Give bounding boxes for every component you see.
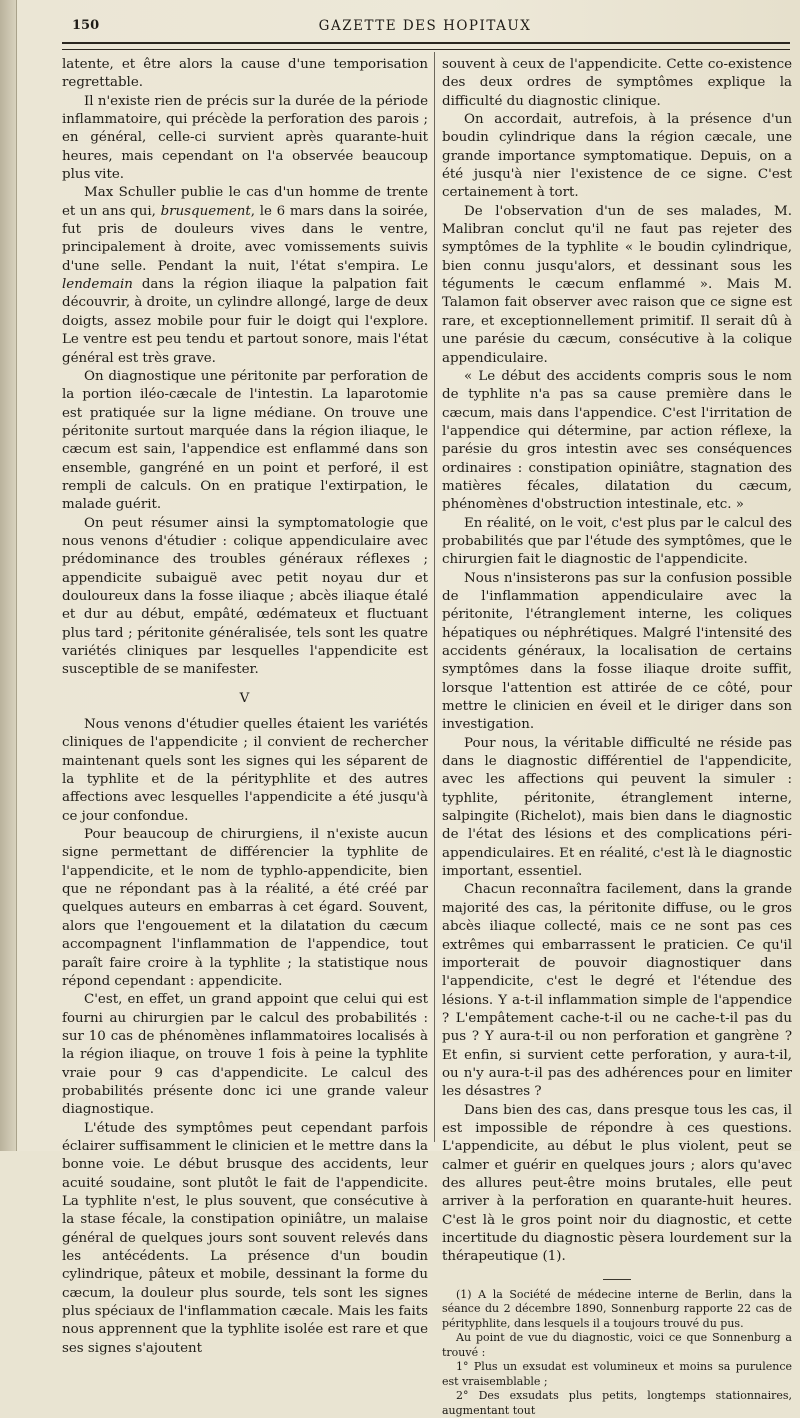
paragraph: On diagnostique une péritonite par perforation de la portion iléo-cæcale de l'intestin. La laparotomie est pratiquée sur la ligne médiane. On trouve une péritonite surtout marquée dans la région iliaque, le cæcum est sain, l'appendice est enflammé dans son ensemble, gangréné en un point et perforé, il est rempli de calculs. On en pratique l'extirpation, le malade guérit.	[62, 368, 428, 513]
paragraph: C'est, en effet, un grand appoint que celui qui est fourni au chirurgien par le calcul des probabilités : sur 10 cas de phénomènes inflammatoires localisés à la région iliaque, on trouve 1 fois à peine la typhlite vraie pour 9 cas d'appendicite. Le calcul des probabilités présente donc ici une grande valeur diagnostique.	[62, 992, 428, 1118]
paragraph: Nous n'insisterons pas sur la confusion possible de l'inflammation appendiculaire avec la péritonite, l'étranglement interne, les coliques hépatiques ou néphrétiques. Malgré l'intensité des accidents généraux, la localisation de certains symptômes dans la fosse iliaque droite suffit, lorsque l'attention est attirée de ce côté, pour mettre le clinicien en éveil et le diriger dans son investigation.	[442, 570, 792, 733]
footnote: (1) A la Société de médecine interne de Berlin, dans la séance du 2 décembre 1890, Sonnenburg rapporte 22 cas de pérityphlite, dans lesquels il a toujours trouvé du pus.	[442, 1287, 792, 1330]
paragraph: Pour nous, la véritable difficulté ne réside pas dans le diagnostic différentiel de l'appendicite, avec les affections qui peuvent la simuler : typhlite, péritonite, étranglement interne, salpingite (Richelot), mais bien dans le diagnostic de l'état des lésions et des complications péri-appendiculaires. Et en réalité, c'est là le diagnostic important, essentiel.	[442, 735, 792, 880]
footnote: Au point de vue du diagnostic, voici ce que Sonnenburg a trouvé :	[442, 1331, 792, 1359]
text-run: Max Schuller publie le cas d'un homme de trente et un ans qui,	[62, 185, 428, 219]
paragraph: Pour beaucoup de chirurgiens, il n'existe aucun signe permettant de différencier la typhlite de l'appendicite, et le nom de typhlo-appendicite, bien que ne répondant pas à la réalité, a été créé par quelques auteurs en embarras à cet égard. Souvent, alors que l'engouement et la dilatation du cæcum accompagnent l'inflammation de l'appendice, tout paraît faire croire à la typhlite ; la statistique nous répond cependant : appendicite.	[62, 827, 428, 989]
italic-text: lendemain	[62, 277, 133, 293]
paragraph: Nous venons d'étudier quelles étaient les variétés cliniques de l'appendicite ; il convient de rechercher maintenant quels sont les signes qui les séparent de la typhlite et de la pérityphlite et des autres affections avec lesquelles l'appendicite a été jusqu'à ce jour confondue.	[62, 717, 428, 824]
footnotes	[442, 1288, 792, 1418]
journal-title: GAZETTE DES HOPITAUX	[318, 18, 532, 34]
footnote: 1° Plus un exsudat est volumineux et moins sa purulence est vraisemblable ;	[442, 1360, 792, 1388]
paragraph: De l'observation d'un de ses malades, M. Malibran conclut qu'il ne faut pas rejeter des symptômes de la typhlite « le boudin cylindrique, bien connu jusqu'alors, et dessinant sous les téguments le cæcum enflammé ». Mais M. Talamon fait observer avec raison que ce signe est rare, et exceptionnellement primitif. Il serait dû à une parésie du cæcum, consécutive à la colique appendiculaire.	[442, 203, 792, 366]
paragraph: souvent à ceux de l'appendicite. Cette co-existence des deux ordres de symptômes explique la difficulté du diagnostic clinique.	[442, 57, 792, 109]
header-rule	[62, 42, 790, 50]
text-run: , le 6 mars dans la soirée, fut pris de douleurs vives dans le ventre, principalement à droite, avec vomissements suivis d'une selle. Pendant la nuit, l'état s'empira. Le	[62, 203, 428, 274]
paragraph: On accordait, autrefois, à la présence d'un boudin cylindrique dans la région cæcale, une grande importance symptomatique. Depuis, on a été jusqu'à nier l'existence de ce signe. C'est certainement à tort.	[442, 112, 792, 201]
paragraph: Dans bien des cas, dans presque tous les cas, il est impossible de répondre à ces questions. L'appendicite, au début le plus violent, peut se calmer et guérir en quelques jours ; alors qu'avec des allures peut-être moins brutales, elle peut arriver à la perforation en quarante-huit heures. C'est là le gros point noir du diagnostic, et cette incertitude du diagnostic pèsera lourdement sur la thérapeutique (1).	[442, 1102, 792, 1265]
left-column	[62, 56, 428, 1356]
paragraph: En réalité, on le voit, c'est plus par le calcul des probabilités que par l'étude des symptômes, que le chirurgien fait le diagnostic de l'appendicite.	[442, 515, 792, 568]
footnote: 2° Des exsudats plus petits, longtemps stationnaires, augmentant tout	[442, 1389, 792, 1417]
page-number: 150	[72, 18, 100, 33]
paragraph: « Le début des accidents compris sous le nom de typhlite n'a pas sa cause première dans le cæcum, mais dans l'appendice. C'est l'irritation de l'appendice qui détermine, par action réflexe, la parésie du gros intestin avec ses conséquences ordinaires : constipation opiniâtre, stagnation des matières fécales, dilatation du cæcum, phénomènes d'obstruction intestinale, etc. »	[442, 368, 792, 513]
paragraph: latente, et être alors la cause d'une temporisation regrettable.	[62, 57, 428, 91]
text-run: dans la région iliaque la palpation fait découvrir, à droite, un cylindre allongé, large de deux doigts, assez mobile pour fuir le doigt qui l'explore. Le ventre est peu tendu et partout sonore, mais l'état général est très grave.	[62, 277, 428, 366]
page-header	[60, 14, 790, 40]
paragraph: Il n'existe rien de précis sur la durée de la période inflammatoire, qui précède la perforation des parois ; en général, celle-ci survient après quarante-huit heures, mais cependant on l'a observée beaucoup plus vite.	[62, 93, 428, 183]
paragraph: Chacun reconnaîtra facilement, dans la grande majorité des cas, la péritonite diffuse, ou le gros abcès iliaque collecté, mais ce ne sont pas ces extrêmes qui embarrassent le praticien. Ce qu'il importerait de pouvoir diagnostiquer dans l'appendicite, c'est le degré et l'étendue des lésions. Y a-t-il inflammation simple de l'appendice ? L'empâtement cache-t-il ou ne cache-t-il pas du pus ? Y aura-t-il ou non perforation et gangrène ? Et enfin, si survient cette perforation, y aura-t-il, ou n'y aura-t-il pas des adhérences pour en limiter les désastres ?	[442, 882, 792, 1100]
page-binding-edge	[0, 0, 17, 1151]
right-column	[442, 56, 792, 1417]
italic-text: brusquement	[160, 203, 251, 219]
section-number: V	[239, 690, 251, 706]
paragraph: L'étude des symptômes peut cependant parfois éclairer suffisamment le clinicien et le mettre dans la bonne voie. Le début brusque des accidents, leur acuité soudaine, sont plutôt le fait de l'appendicite. La typhlite n'est, le plus souvent, que consécutive à la stase fécale, la constipation opiniâtre, un malaise général de quelques jours sont souvent relevés dans les antécédents. La présence d'un boudin cylindrique, pâteux et mobile, dessinant la forme du cæcum, la douleur plus sourde, tels sont les signes plus spéciaux de l'inflammation cæcale. Mais les faits nous apprennent que la typhlite isolée est rare et que ses signes s'ajoutent	[62, 1120, 428, 1356]
paragraph-case-schuller	[62, 184, 428, 367]
column-divider	[434, 52, 435, 1142]
footnote-separator	[603, 1279, 631, 1280]
paragraph: On peut résumer ainsi la symptomatologie que nous venons d'étudier : colique appendiculaire avec prédominance des troubles généraux réflexes ; appendicite subaiguë avec petit noyau dur et douloureux dans la fosse iliaque ; abcès iliaque étalé et dur au début, empâté, œdémateux et fluctuant plus tard ; péritonite généralisée, tels sont les quatre variétés cliniques par lesquelles l'appendicite est susceptible de se manifester.	[62, 515, 428, 678]
